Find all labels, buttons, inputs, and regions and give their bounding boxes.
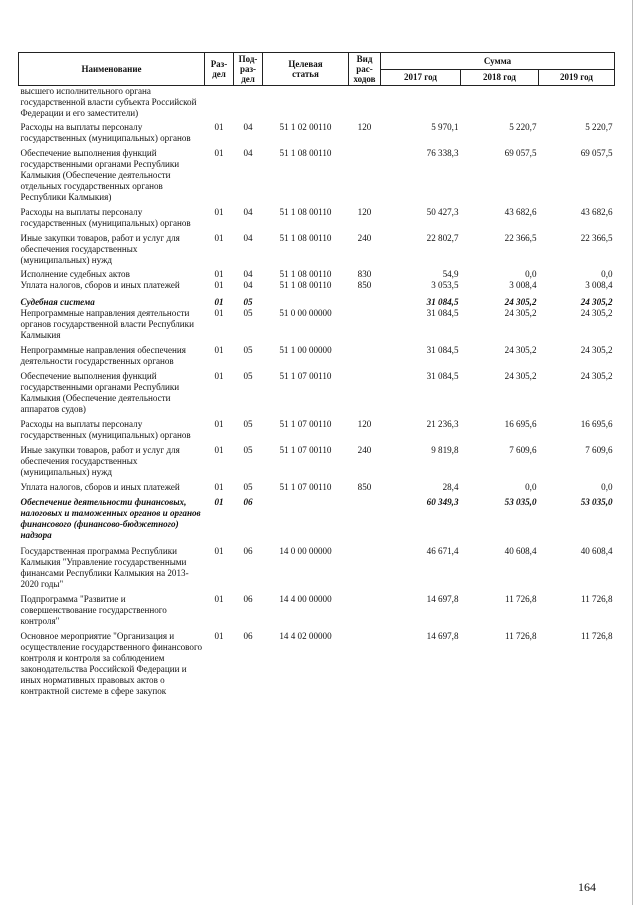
row-sum-2018: 24 305,2	[504, 345, 537, 355]
row-sum-2019: 24 305,2	[580, 297, 613, 307]
header-name: Наименование	[19, 53, 205, 86]
row-sum-2018: 16 695,6	[504, 419, 537, 429]
row-podrazdel: 04	[243, 207, 253, 217]
page-edge-line	[632, 0, 633, 905]
row-sum-2019: 11 726,8	[581, 631, 613, 641]
row-razdel: 01	[214, 280, 224, 290]
row-vid	[349, 341, 381, 367]
header-year-2017: 2017 год	[381, 69, 461, 86]
row-podrazdel: 04	[243, 122, 253, 132]
row-sum-2019: 0,0	[601, 482, 613, 492]
row-name: Обеспечение выполнения функций государственными органами Республики Калмыкия (Обеспечение деятельности аппаратов судов)	[20, 371, 180, 414]
row-target: 51 1 08 00110	[279, 207, 332, 217]
row-sum-2018: 24 305,2	[504, 297, 537, 307]
row-sum-2017: 21 236,3	[426, 419, 459, 429]
row-target: 51 0 00 00000	[279, 308, 332, 318]
row-name: Непрограммные направления деятельности органов государственной власти Республики Калмыкия	[20, 308, 194, 340]
table-row	[19, 478, 615, 493]
row-vid: 120	[357, 122, 372, 132]
row-sum-2019: 0,0	[601, 269, 613, 279]
row-sum-2018: 24 305,2	[504, 371, 537, 381]
row-sum-2017: 50 427,3	[426, 207, 459, 217]
row-sum-2019: 3 008,4	[585, 280, 613, 290]
row-sum-2017: 54,9	[442, 269, 459, 279]
row-sum-2018: 69 057,5	[504, 148, 537, 158]
row-razdel: 01	[214, 631, 224, 641]
row-podrazdel: 05	[243, 419, 253, 429]
row-sum-2017: 31 084,5	[426, 297, 459, 307]
row-sum-2019: 11 726,8	[581, 594, 613, 604]
row-razdel: 01	[214, 546, 224, 556]
row-razdel: 01	[214, 497, 224, 507]
row-target: 51 1 08 00110	[279, 233, 332, 243]
row-name: Непрограммные направления обеспечения деятельности государственных органов	[20, 345, 186, 366]
row-name: Основное мероприятие "Организация и осуществление государственного финансового контроля и контроля за соблюдением законодательства Российской Федерации и иных нормативных правовых актов о контрактной системе в сфере закупок	[20, 631, 203, 696]
row-vid	[349, 144, 381, 203]
row-razdel: 01	[214, 445, 224, 455]
table-row	[19, 627, 615, 697]
table-row	[19, 590, 615, 627]
row-name: Расходы на выплаты персоналу государственных (муниципальных) органов	[20, 207, 191, 228]
row-vid: 240	[357, 445, 372, 455]
table-row	[19, 229, 615, 266]
row-sum-2017: 31 084,5	[426, 371, 459, 381]
row-razdel: 01	[214, 233, 224, 243]
row-vid	[349, 291, 381, 308]
row-vid	[349, 493, 381, 541]
table-row	[19, 367, 615, 415]
row-podrazdel: 05	[243, 371, 253, 381]
row-vid: 850	[357, 280, 372, 290]
row-name: Уплата налогов, сборов и иных платежей	[20, 482, 180, 492]
row-sum-2018: 5 220,7	[509, 122, 537, 132]
row-sum-2019: 5 220,7	[585, 122, 613, 132]
header-year-2019: 2019 год	[539, 69, 615, 86]
table-row	[19, 308, 615, 341]
row-podrazdel: 05	[243, 308, 253, 318]
row-sum-2019: 7 609,6	[585, 445, 613, 455]
row-podrazdel: 06	[243, 631, 253, 641]
row-podrazdel	[234, 86, 263, 120]
page-number: 164	[578, 880, 596, 894]
row-sum-2019: 16 695,6	[580, 419, 613, 429]
row-razdel: 01	[214, 122, 224, 132]
row-vid: 120	[357, 207, 372, 217]
row-razdel: 01	[214, 594, 224, 604]
row-target	[263, 493, 349, 541]
row-razdel: 01	[214, 482, 224, 492]
row-sum-2017: 5 970,1	[431, 122, 459, 132]
row-podrazdel: 04	[243, 233, 253, 243]
row-target: 51 1 07 00110	[279, 445, 332, 455]
table-row	[19, 119, 615, 144]
row-razdel: 01	[214, 308, 224, 318]
row-target: 14 4 02 00000	[279, 631, 332, 641]
row-sum-2018: 3 008,4	[509, 280, 537, 290]
row-target: 51 1 08 00110	[279, 148, 332, 158]
row-podrazdel: 05	[243, 345, 253, 355]
row-sum-2018: 7 609,6	[509, 445, 537, 455]
header-vid: Вид рас- ходов	[349, 53, 381, 86]
row-vid	[349, 541, 381, 590]
row-sum-2019: 40 608,4	[580, 546, 613, 556]
row-name: Обеспечение деятельности финансовых, налоговых и таможенных органов и органов финансового (финансово-бюджетного) надзора	[20, 497, 201, 540]
row-vid: 240	[357, 233, 372, 243]
row-razdel: 01	[214, 419, 224, 429]
row-podrazdel: 04	[243, 269, 253, 279]
row-name: Судебная система	[20, 297, 95, 307]
table-row	[19, 86, 615, 120]
header-year-2018: 2018 год	[461, 69, 539, 86]
row-sum-2017	[381, 86, 461, 120]
row-name: Исполнение судебных актов	[20, 269, 130, 279]
row-sum-2017: 46 671,4	[426, 546, 459, 556]
row-sum-2019: 24 305,2	[580, 308, 613, 318]
row-target: 14 0 00 00000	[279, 546, 332, 556]
row-sum-2017: 31 084,5	[426, 308, 459, 318]
table-row	[19, 280, 615, 291]
row-vid	[349, 86, 381, 120]
row-razdel: 01	[214, 269, 224, 279]
row-vid: 830	[357, 269, 372, 279]
row-podrazdel: 04	[243, 148, 253, 158]
row-sum-2017: 60 349,3	[426, 497, 459, 507]
row-podrazdel: 05	[243, 482, 253, 492]
row-sum-2017: 14 697,8	[426, 594, 459, 604]
row-vid	[349, 627, 381, 697]
row-sum-2018: 0,0	[525, 482, 537, 492]
row-podrazdel: 04	[243, 280, 253, 290]
row-target: 51 1 02 00110	[279, 122, 332, 132]
table-row	[19, 144, 615, 203]
table-row	[19, 203, 615, 229]
row-razdel: 01	[214, 148, 224, 158]
row-sum-2017: 31 084,5	[426, 345, 459, 355]
row-razdel: 01	[214, 345, 224, 355]
row-sum-2018	[461, 86, 539, 120]
row-sum-2017: 28,4	[442, 482, 459, 492]
row-target	[263, 291, 349, 308]
row-name: Обеспечение выполнения функций государственными органами Республики Калмыкия (Обеспечение деятельности отдельных государственных органов Республики Калмыкия)	[20, 148, 180, 202]
row-sum-2018: 22 366,5	[504, 233, 537, 243]
row-sum-2017: 76 338,3	[426, 148, 459, 158]
row-sum-2018: 11 726,8	[505, 594, 537, 604]
row-name: Уплата налогов, сборов и иных платежей	[20, 280, 180, 290]
table-body	[19, 86, 615, 698]
row-razdel: 01	[214, 371, 224, 381]
row-podrazdel: 06	[243, 594, 253, 604]
row-target: 51 1 00 00000	[279, 345, 332, 355]
header-sum: Сумма	[381, 53, 615, 70]
row-target: 51 1 07 00110	[279, 482, 332, 492]
row-sum-2018: 40 608,4	[504, 546, 537, 556]
row-sum-2018: 11 726,8	[505, 631, 537, 641]
table-row	[19, 341, 615, 367]
row-sum-2018: 24 305,2	[504, 308, 537, 318]
row-target: 51 1 07 00110	[279, 371, 332, 381]
row-sum-2018: 43 682,6	[504, 207, 537, 217]
row-name: Подпрограмма "Развитие и совершенствование государственного контроля"	[20, 594, 167, 626]
table-row	[19, 541, 615, 590]
row-target: 51 1 08 00110	[279, 269, 332, 279]
row-target	[263, 86, 349, 120]
row-target: 51 1 08 00110	[279, 280, 332, 290]
row-sum-2017: 9 819,8	[431, 445, 459, 455]
table-row	[19, 266, 615, 280]
row-sum-2018: 0,0	[525, 269, 537, 279]
header-razdel: Раз- дел	[205, 53, 234, 86]
row-target: 14 4 00 00000	[279, 594, 332, 604]
row-sum-2019: 69 057,5	[580, 148, 613, 158]
row-sum-2019: 43 682,6	[580, 207, 613, 217]
table-row	[19, 441, 615, 478]
row-podrazdel: 06	[243, 497, 253, 507]
row-vid: 120	[357, 419, 372, 429]
row-vid	[349, 308, 381, 341]
budget-table	[18, 52, 615, 697]
row-podrazdel: 05	[243, 445, 253, 455]
row-razdel: 01	[214, 297, 224, 307]
row-sum-2019	[539, 86, 615, 120]
row-vid	[349, 367, 381, 415]
row-sum-2018: 53 035,0	[504, 497, 537, 507]
row-name: высшего исполнительного органа государственной власти субъекта Российской Федерации и его заместители)	[20, 86, 197, 118]
table-header	[19, 53, 615, 86]
row-vid	[349, 590, 381, 627]
row-name: Государственная программа Республики Калмыкия "Управление государственными финансами Республики Калмыкия на 2013-2020 годы"	[20, 546, 189, 589]
row-name: Иные закупки товаров, работ и услуг для обеспечения государственных (муниципальных) нужд	[20, 445, 180, 477]
row-sum-2019: 22 366,5	[580, 233, 613, 243]
row-name: Иные закупки товаров, работ и услуг для обеспечения государственных (муниципальных) нужд	[20, 233, 180, 265]
row-sum-2019: 24 305,2	[580, 371, 613, 381]
row-name: Расходы на выплаты персоналу государственных (муниципальных) органов	[20, 419, 191, 440]
row-razdel: 01	[214, 207, 224, 217]
row-target: 51 1 07 00110	[279, 419, 332, 429]
row-sum-2019: 24 305,2	[580, 345, 613, 355]
row-podrazdel: 06	[243, 546, 253, 556]
table-row	[19, 291, 615, 308]
row-podrazdel: 05	[243, 297, 253, 307]
header-target: Целевая статья	[263, 53, 349, 86]
row-name: Расходы на выплаты персоналу государственных (муниципальных) органов	[20, 122, 191, 143]
table-row	[19, 415, 615, 441]
row-sum-2019: 53 035,0	[580, 497, 613, 507]
row-razdel	[205, 86, 234, 120]
table-row	[19, 493, 615, 541]
row-vid: 850	[357, 482, 372, 492]
row-sum-2017: 3 053,5	[431, 280, 459, 290]
row-sum-2017: 14 697,8	[426, 631, 459, 641]
row-sum-2017: 22 802,7	[426, 233, 459, 243]
header-podrazdel: Под- раз- дел	[234, 53, 263, 86]
